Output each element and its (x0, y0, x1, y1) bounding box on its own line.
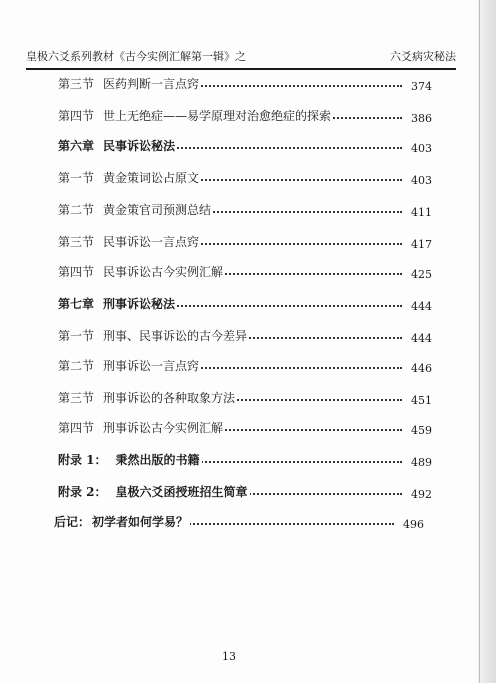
toc-appendix (58, 450, 432, 470)
entry-label (58, 388, 237, 408)
entry-section: 第七章 (58, 297, 95, 311)
entry-page-number: 374 (409, 77, 432, 97)
entry-title: 世上无绝症——易学原理对治愈绝症的探索 (103, 109, 332, 123)
entry-page-number: 444 (409, 297, 432, 317)
entry-section: 第一节 (58, 171, 95, 185)
entry-title: 刑事诉讼的各种取象方法 (103, 391, 236, 405)
entry-page-number: 403 (409, 171, 432, 191)
entry-label (58, 482, 250, 502)
entry-label (58, 326, 249, 346)
entry-page-number: 444 (409, 329, 432, 349)
header-series-title: 皇极六爻系列教材《古今实例汇解第一辑》之 (26, 50, 246, 63)
entry-title: 初学者如何学易？ (92, 515, 189, 529)
entry-section: 第四节 (58, 421, 95, 435)
entry-page-number: 489 (409, 453, 432, 473)
entry-title: 民事诉讼古今实例汇解 (103, 265, 224, 279)
entry-section: 第三节 (58, 391, 95, 405)
toc-appendix (58, 482, 432, 502)
entry-page-number: 496 (401, 515, 424, 535)
entry-title: 刑事诉讼秘法 (103, 297, 176, 311)
page-edge-shadow (478, 0, 496, 683)
toc-entry (58, 232, 432, 252)
entry-title: 医药判断一言点窍 (103, 77, 200, 91)
entry-page-number: 386 (409, 109, 432, 129)
toc-entry (58, 106, 432, 126)
entry-page-number: 425 (409, 265, 432, 285)
entry-section: 第二节 (58, 359, 95, 373)
toc-entry (58, 356, 432, 376)
entry-title: 刑事诉讼古今实例汇解 (103, 421, 224, 435)
page-edge-line (479, 0, 480, 683)
entry-section: 附录 2： (58, 485, 107, 499)
entry-label (58, 74, 201, 94)
toc-entry (58, 326, 432, 346)
entry-title: 刑事诉讼一言点窍 (103, 359, 200, 373)
entry-label (58, 418, 225, 438)
toc-entry (58, 168, 432, 188)
toc-afterword (54, 512, 428, 532)
entry-page-number: 459 (409, 421, 432, 441)
toc-entry (58, 418, 432, 438)
entry-label (58, 356, 201, 376)
entry-label (58, 200, 213, 220)
entry-section: 后记： (54, 515, 91, 529)
header-rule (26, 68, 456, 70)
entry-title: 民事诉讼一言点窍 (103, 235, 200, 249)
toc-entry (58, 388, 432, 408)
page-number: 13 (222, 650, 236, 663)
toc-entry (58, 200, 432, 220)
entry-label (58, 262, 225, 282)
entry-section: 第一节 (58, 329, 95, 343)
entry-title: 黄金策词讼占原文 (103, 171, 200, 185)
entry-title: 民事诉讼秘法 (103, 139, 176, 153)
entry-page-number: 411 (409, 203, 432, 223)
entry-section: 第六章 (58, 139, 95, 153)
entry-page-number: 417 (409, 235, 432, 255)
entry-title: 皇极六爻函授班招生简章 (115, 485, 248, 499)
entry-page-number: 446 (409, 359, 432, 379)
entry-section: 第四节 (58, 109, 95, 123)
entry-page-number: 492 (409, 485, 432, 505)
entry-label (54, 512, 190, 532)
header-book-title: 六爻病灾秘法 (390, 50, 456, 63)
toc-chapter (58, 294, 432, 314)
running-header (26, 46, 456, 68)
toc-chapter (58, 136, 432, 156)
entry-section: 第二节 (58, 203, 95, 217)
entry-label (58, 136, 177, 156)
entry-title: 黄金策官司预测总结 (103, 203, 212, 217)
entry-label (58, 168, 201, 188)
entry-title: 刑事、民事诉讼的古今差异 (103, 329, 248, 343)
entry-label (58, 294, 177, 314)
entry-label (58, 450, 202, 470)
toc-entry (58, 262, 432, 282)
entry-title: 秉然出版的书籍 (115, 453, 200, 467)
entry-section: 第四节 (58, 265, 95, 279)
entry-section: 第三节 (58, 235, 95, 249)
entry-section: 第三节 (58, 77, 95, 91)
entry-page-number: 403 (409, 139, 432, 159)
entry-section: 附录 1： (58, 453, 107, 467)
entry-page-number: 451 (409, 391, 432, 411)
entry-label (58, 106, 333, 126)
entry-label (58, 232, 201, 252)
toc-entry (58, 74, 432, 94)
